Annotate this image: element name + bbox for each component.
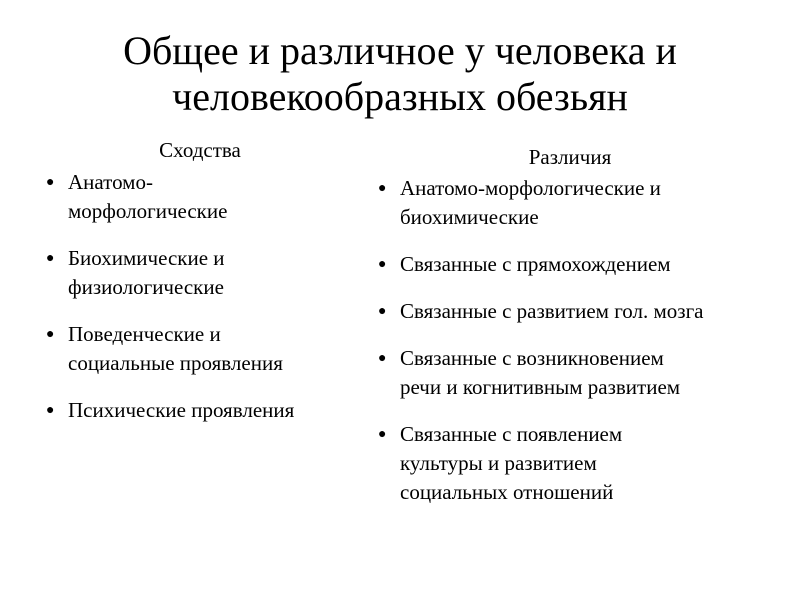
list-item-text: речи и когнитивным развитием <box>400 375 681 399</box>
bullet-icon: ● <box>378 257 387 272</box>
list-item-text: морфологические <box>68 199 228 223</box>
differences-list <box>370 174 790 525</box>
bullet-icon: ● <box>46 251 55 266</box>
bullet-icon: ● <box>378 427 387 442</box>
list-item <box>370 174 790 232</box>
slide-title-line-2: человекообразных обезьян <box>172 74 628 119</box>
list-item <box>38 244 378 302</box>
bullet-icon: ● <box>378 304 387 319</box>
list-item-text: Поведенческие и <box>68 322 221 346</box>
list-item-text: физиологические <box>68 275 224 299</box>
list-item-text: Связанные с появлением <box>400 422 623 446</box>
bullet-icon: ● <box>378 181 387 196</box>
bullet-icon: ● <box>46 327 55 342</box>
list-item-text: культуры и развитием <box>400 451 597 475</box>
list-item <box>370 420 790 507</box>
list-item <box>370 250 790 279</box>
list-item <box>370 297 790 326</box>
list-item-text: Связанные с прямохождением <box>400 252 671 276</box>
list-item <box>38 320 378 378</box>
similarities-heading: Сходства <box>159 138 241 162</box>
differences-heading: Различия <box>528 145 612 169</box>
list-item-text: Анатомо-морфологические и <box>400 176 661 200</box>
list-item-text: Биохимические и <box>68 246 225 270</box>
list-item-text: Психические проявления <box>68 398 295 422</box>
list-item-text: биохимические <box>400 205 539 229</box>
list-item-text: социальные проявления <box>68 351 283 375</box>
list-item-text: Связанные с возникновением <box>400 346 664 370</box>
list-item-text: социальных отношений <box>400 480 614 504</box>
bullet-icon: ● <box>46 403 55 418</box>
list-item <box>370 344 790 402</box>
slide-title-line-1: Общее и различное у человека и <box>123 28 677 73</box>
list-item-text: Связанные с развитием гол. мозга <box>400 299 704 323</box>
list-item <box>38 396 378 425</box>
list-item <box>38 168 378 226</box>
bullet-icon: ● <box>46 175 55 190</box>
slide-title <box>0 28 800 120</box>
bullet-icon: ● <box>378 351 387 366</box>
list-item-text: Анатомо- <box>68 170 153 194</box>
similarities-list <box>38 168 378 443</box>
